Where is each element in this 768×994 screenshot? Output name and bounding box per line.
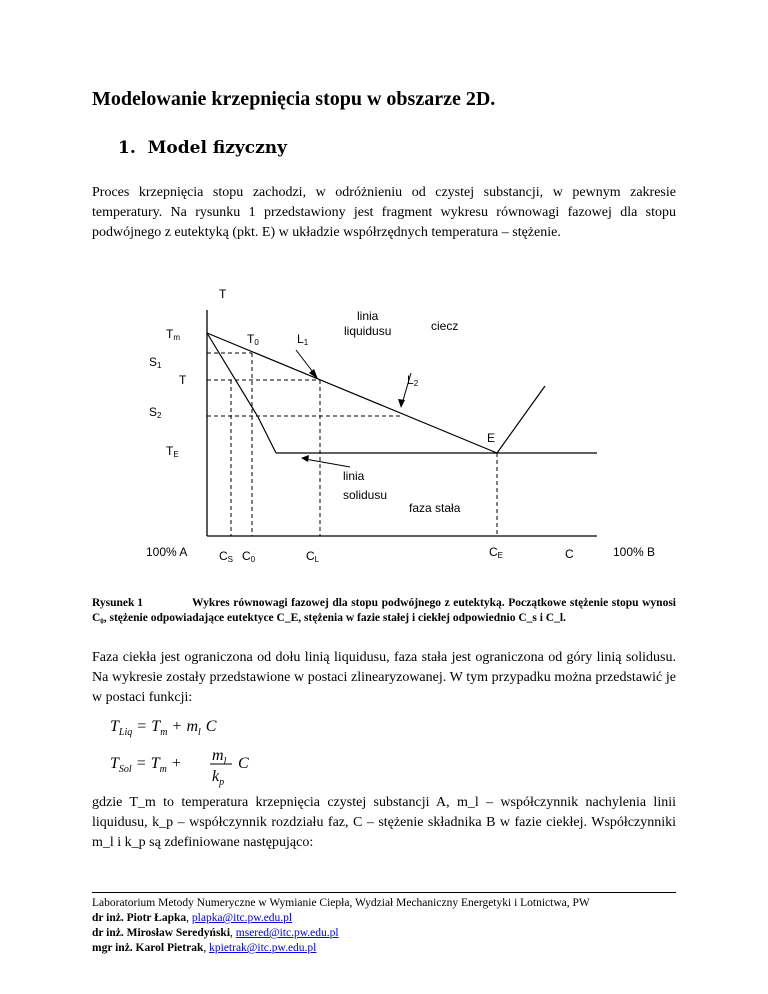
page-footer (92, 896, 590, 956)
paragraph-definitions: gdzie T_m to temperatura krzepnięcia czystej substancji A, m_l – współczynnik nachylenia linii liquidusu, k_p – współczynnik rozdziału faz, C – stężenie składnika B w fazie ciekłej. Współczynniki m_l i k_p są zdefiniowane następująco: (92, 795, 676, 850)
y-axis-label: T (219, 287, 227, 301)
label-t0: T0 (247, 332, 259, 347)
footer-author-2: dr inż. Mirosław Seredyński, msered@itc.pw.edu.pl (92, 927, 339, 939)
email-link-3[interactable]: kpietrak@itc.pw.edu.pl (209, 942, 317, 954)
label-ce: CE (489, 545, 504, 560)
label-liquid: ciecz (431, 319, 459, 333)
label-e: E (487, 431, 496, 445)
solidus-label-line1: linia (343, 469, 365, 483)
label-c: C (565, 547, 574, 561)
label-100-b: 100% B (613, 545, 656, 559)
label-solid-phase: faza stała (409, 501, 461, 515)
label-s1: S1 (149, 355, 162, 370)
svg-text:C: C (238, 755, 249, 772)
label-cs: CS (219, 549, 234, 564)
footer-author-1: dr inż. Piotr Łapka, plapka@itc.pw.edu.pl (92, 912, 293, 924)
solidus-label-line2: solidusu (343, 488, 388, 502)
svg-text:TSol=Tm+: $T_{Sol} = T_m$ + (110, 755, 181, 775)
label-l2: L2 (407, 373, 419, 388)
equation-solidus (110, 747, 249, 788)
liquidus-label-line1: linia (357, 309, 379, 323)
paragraph-intro: Proces krzepnięcia stopu zachodzi, w odróżnieniu od czystej substancji, w pewnym zakresie temperatury. Na rysunku 1 przedstawiony jest fragment wykresu równowagi fazowej dla stopu podwójnego z eutektyką (pkt. E) w układzie współrzędnych temperatura – stężenie. (92, 185, 676, 240)
label-cl: CL (306, 549, 320, 564)
label-te: TE (166, 444, 179, 459)
caption-label: Rysunek 1 (92, 597, 144, 609)
paragraph-lines: Faza ciekła jest ograniczona od dołu linią liquidusu, faza stała jest ograniczona od góry linią solidusu. Na wykresie zostały przedstawione w postaci zlinearyzowanej. W tym przypadku można przedstawić je w postaci funkcji: (92, 650, 676, 705)
label-c0: C0 (242, 549, 256, 564)
label-tm: Tm (166, 327, 181, 342)
label-t: T (179, 373, 187, 387)
label-l1: L1 (297, 332, 309, 347)
email-link-2[interactable]: msered@itc.pw.edu.pl (235, 927, 339, 939)
footer-author-3: mgr inż. Karol Pietrak, kpietrak@itc.pw.edu.pl (92, 942, 317, 954)
footer-lab: Laboratorium Metody Numeryczne w Wymianie Ciepła, Wydział Mechaniczny Energetyki i Lotnictwa, PW (92, 897, 590, 909)
section-heading-text: Model fizyczny (147, 138, 287, 158)
label-s2: S2 (149, 405, 162, 420)
label-100-a: 100% A (146, 545, 188, 559)
document-title: Modelowanie krzepnięcia stopu w obszarze 2D. (92, 88, 496, 110)
equation-liquidus: $T_{Liq} = T_m + m_l$ C (110, 718, 217, 738)
footer-divider (92, 892, 676, 893)
caption-text: Wykres równowagi fazowej dla stopu podwójnego z eutektyką. Początkowe stężenie stopu wynosi C₀, stężenie odpowiadające eutektyce C_E, stężenia w fazie stałej i ciekłej odpowiednio C_s i C_l. (92, 597, 676, 624)
liquidus-label-line2: liquidusu (344, 324, 392, 338)
fraction-numerator: $m_l$ (212, 747, 227, 767)
email-link-1[interactable]: plapka@itc.pw.edu.pl (191, 912, 293, 924)
section-number: 1. (118, 138, 136, 158)
fraction-denominator: $k_p$ (212, 768, 225, 788)
